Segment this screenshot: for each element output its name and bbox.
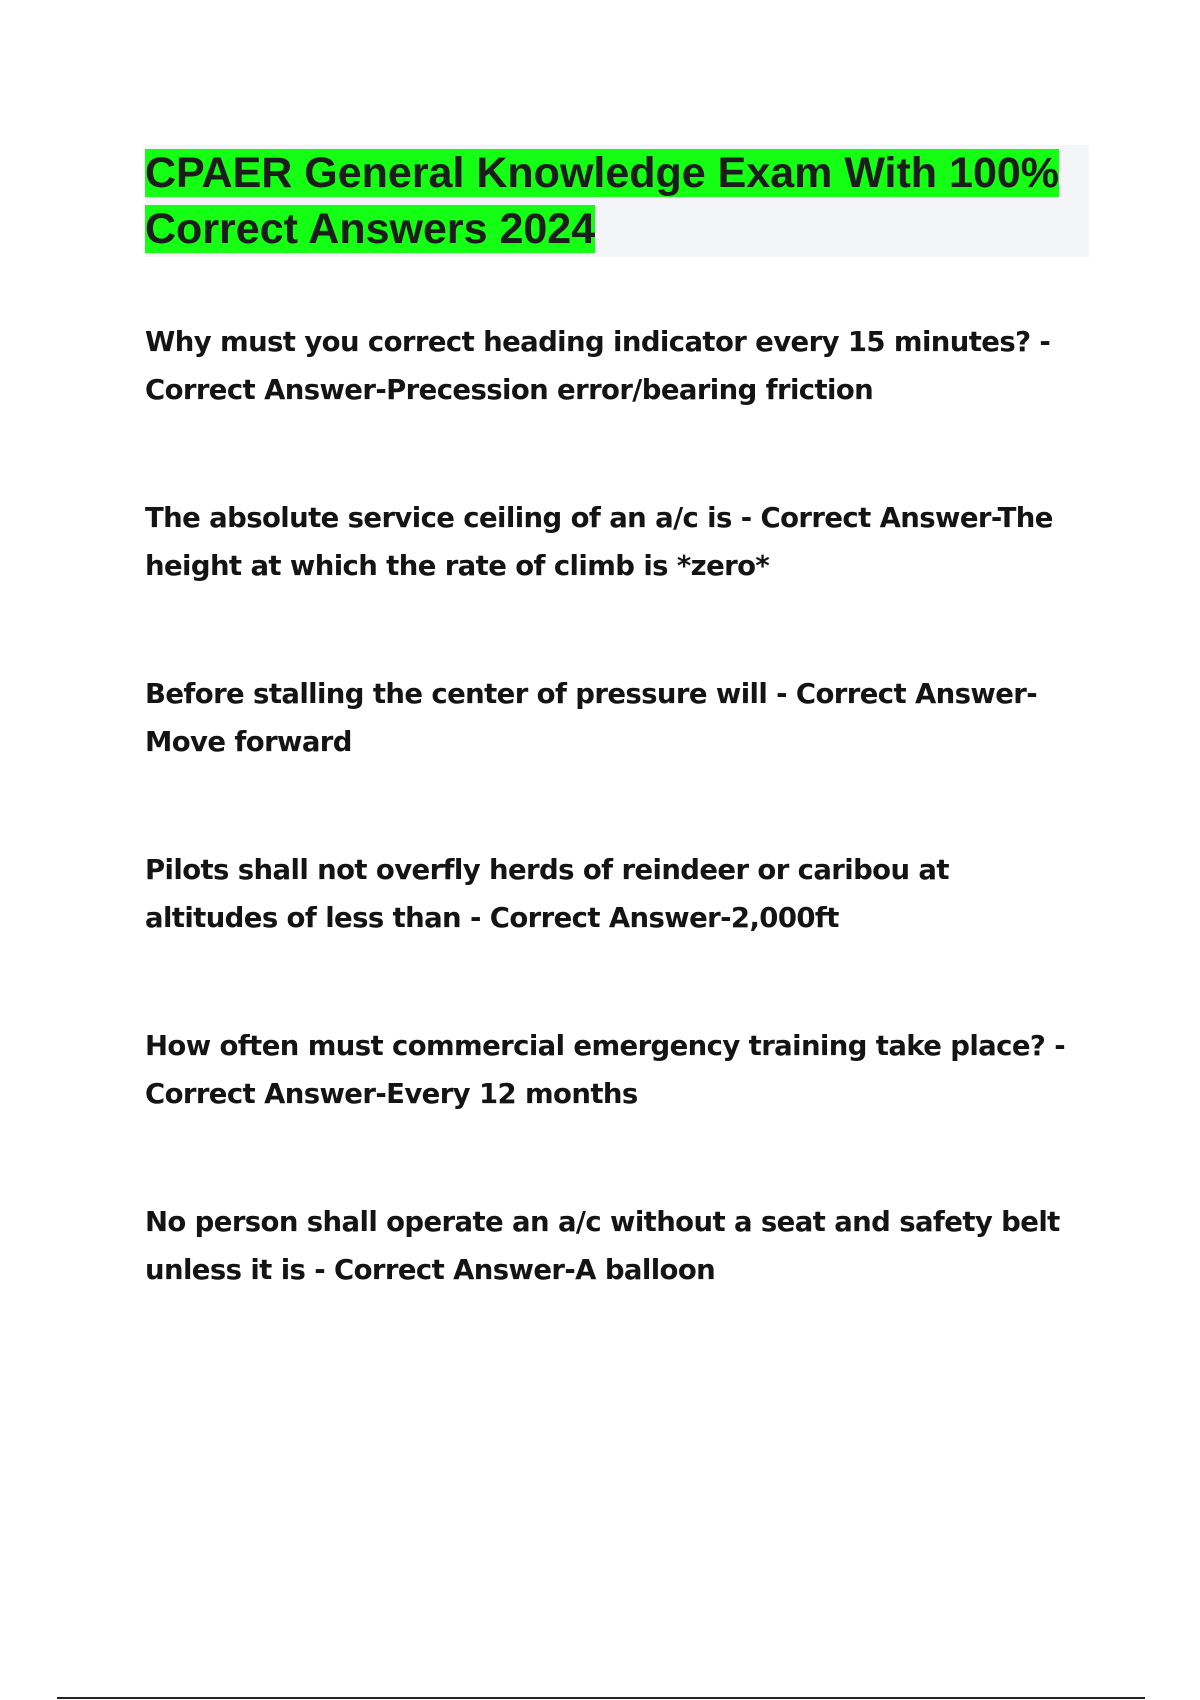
title-block (145, 145, 1089, 257)
title-highlight: CPAER General Knowledge Exam With 100% Correct Answers 2024 (145, 149, 1060, 253)
document-title (145, 145, 1089, 257)
qa-item: Why must you correct heading indicator every 15 minutes? - Correct Answer-Precession error/bearing friction (145, 326, 1051, 406)
qa-item: No person shall operate an a/c without a seat and safety belt unless it is - Correct Answer-A balloon (145, 1206, 1060, 1286)
question-answer-list (145, 318, 1085, 1374)
qa-item: Pilots shall not overfly herds of reindeer or caribou at altitudes of less than - Correct Answer-2,000ft (145, 854, 949, 934)
qa-item: The absolute service ceiling of an a/c is - Correct Answer-The height at which the rate of climb is *zero* (145, 502, 1053, 582)
page-bottom-rule (57, 1697, 1145, 1699)
qa-item: How often must commercial emergency training take place? - Correct Answer-Every 12 months (145, 1030, 1066, 1110)
qa-item: Before stalling the center of pressure will - Correct Answer-Move forward (145, 678, 1038, 758)
